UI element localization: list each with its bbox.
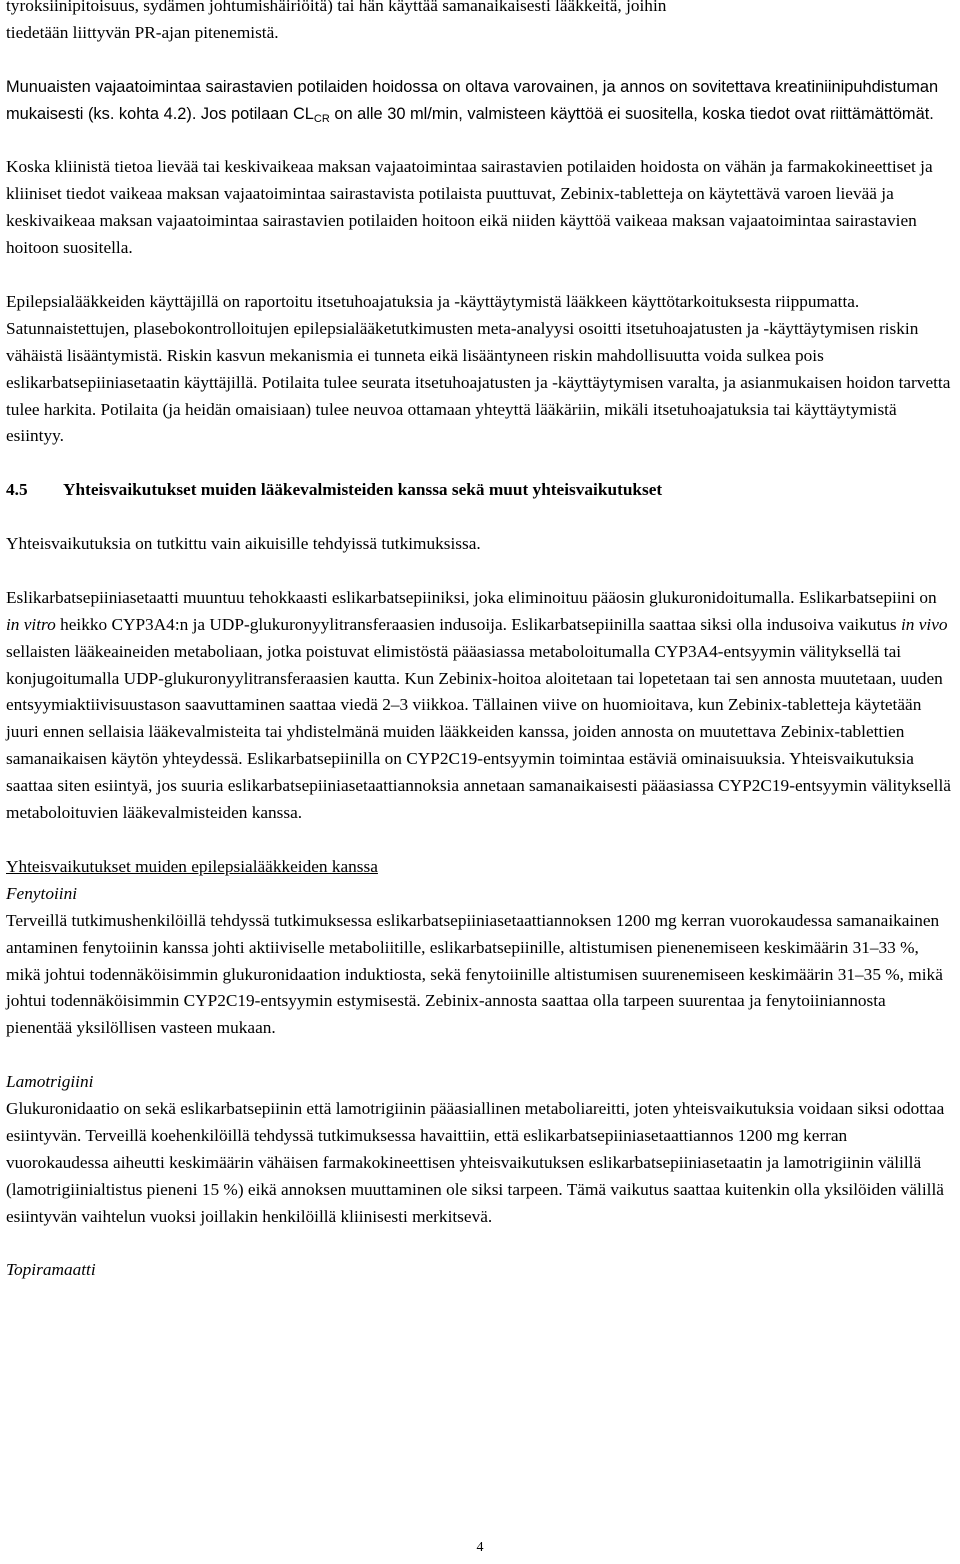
renal-subscript: CR	[313, 112, 330, 125]
topiramate-heading: Topiramaatti	[6, 1260, 96, 1280]
text-line: tyroksiinipitoisuus, sydämen johtumishäiriöitä) tai hän käyttää samanaikaisesti lääkkeitä, joihin	[6, 0, 667, 15]
metabolism-text-a: Eslikarbatsepiiniasetaatti muuntuu tehokkaasti eslikarbatsepiiniksi, joka eliminoituu pääosin glukuronidoitumalla. Eslikarbatsepiini on	[6, 587, 937, 607]
document-page	[6, 0, 954, 1284]
in-vitro-term: in vitro	[6, 614, 56, 634]
in-vivo-term: in vivo	[900, 614, 948, 634]
metabolism-paragraph	[6, 585, 954, 827]
metabolism-text-b: heikko CYP3A4:n ja UDP-glukuronyylitransferaasien indusoija. Eslikarbatsepiinilla saattaa siksi olla indusoiva vaikutus	[55, 614, 901, 634]
section-number: 4.5	[6, 480, 28, 500]
phenytoin-paragraph: Terveillä tutkimushenkilöillä tehdyssä tutkimuksessa eslikarbatsepiiniasetaattiannoksen 1200 mg kerran vuorokaudessa samanaikainen antaminen fenytoiinin kanssa johti aktiiviselle metaboliitille, eslikarbatsepiinille, altistumisen pienenemiseen keskimäärin 31–33 %, mikä johtui todennäköisimmin glukuronidaation induktiosta, sekä fenytoiinille altistumisen suurenemiseen keskimäärin 31–35 %, mikä johtui todennäköisimmin CYP2C19-entsyymin estymisestä. Zebinix-annosta saattaa olla tarpeen suurentaa ja fenytoiiniannosta pienentää yksilöllisen vasteen mukaan.	[6, 910, 943, 1038]
suicide-paragraph: Epilepsialääkkeiden käyttäjillä on raportoitu itsetuhoajatuksia ja -käyttäytymistä lääkkeen käyttötarkoituksesta riippumatta. Satunnaistettujen, plasebokontrolloitujen epilepsialääketutkimusten meta-analyysi osoitti itsetuhoajatusten ja -käyttäytymisen riskin vähäistä lisääntymistä. Riskin kasvun mekanismia ei tunneta eikä lisääntyneen riskin mahdollisuutta voida sulkea pois eslikarbatsepiiniasetaatin käyttäjillä. Potilaita tulee seurata itsetuhoajatusten ja -käyttäytymisen varalta, ja asianmukaisen hoidon tarvetta tulee harkita. Potilaita (ja heidän omaisiaan) tulee neuvoa ottamaan yhteyttä lääkäriin, mikäli itsetuhoajatuksia tai käyttäytymistä esiintyy.	[6, 291, 951, 446]
phenytoin-heading: Fenytoiini	[6, 883, 78, 903]
renal-paragraph	[6, 74, 954, 128]
section-title: Yhteisvaikutukset muiden lääkevalmisteiden kanssa sekä muut yhteisvaikutukset	[63, 480, 663, 500]
page-number: 4	[476, 1540, 484, 1555]
metabolism-text-c: sellaisten lääkeaineiden metaboliaan, jotka poistuvat elimistöstä pääasiassa metaboloitumalla CYP3A4-entsyymin välityksellä tai konjugoitumalla UDP-glukuronyylitransferaasien kautta. Kun Zebinix-hoitoa aloitetaan tai lopetetaan tai sen annosta muutetaan, uuden entsyymiaktiivisuustason saavuttaminen saattaa viedä 2–3 viikkoa. Tällainen viive on huomioitava, kun Zebinix-tabletteja käytetään juuri ennen sellaisia lääkevalmisteita tai yhdistelmänä muiden lääkkeiden kanssa, joiden annosta on muutettava Zebinix-tablettien samanaikaisen käytön yhteydessä. Eslikarbatsepiinilla on CYP2C19-entsyymin toimintaa estäviä ominaisuuksia. Yhteisvaikutuksia saattaa siten esiintyä, jos suuria eslikarbatsepiiniasetaattiannoksia annetaan samanaikaisesti pääasiassa CYP2C19-entsyymin välityksellä metaboloituvien lääkevalmisteiden kanssa.	[6, 641, 951, 823]
text-line: tiedetään liittyvän PR-ajan pitenemistä.	[6, 22, 279, 42]
section-heading	[6, 477, 954, 504]
hepatic-paragraph: Koska kliinistä tietoa lievää tai keskivaikeaa maksan vajaatoimintaa sairastavien potilaiden hoidosta on vähän ja farmakokineettiset ja kliiniset tiedot vaikeaa maksan vajaatoimintaa sairastavista potilaista puuttuvat, Zebinix-tabletteja on käytettävä varoen lievää ja keskivaikeaa maksan vajaatoimintaa sairastavien potilaiden hoitoon eikä niiden käyttöä vaikeaa maksan vajaatoimintaa sairastavien hoitoon suositella.	[6, 157, 933, 258]
renal-text-a: Munuaisten vajaatoimintaa sairastavien potilaiden hoidossa on oltava varovainen, ja annos on sovitettava kreatiniinipuhdistuman mukaisesti (ks. kohta 4.2). Jos potilaan CL	[6, 77, 939, 123]
intro-paragraph	[6, 0, 954, 47]
lamotrigine-heading: Lamotrigiini	[6, 1072, 94, 1092]
lamotrigine-paragraph: Glukuronidaatio on sekä eslikarbatsepiinin että lamotrigiinin pääasiallinen metaboliareitti, joten yhteisvaikutuksia voidaan siksi odottaa esiintyvän. Terveillä koehenkilöillä tehdyssä tutkimuksessa havaittiin, että eslikarbatsepiiniasetaattiannos 1200 mg kerran vuorokaudessa aiheutti keskimäärin vähäisen farmakokineettisen yhteisvaikutuksen eslikarbatsepiiniasetaatin ja lamotrigiinin välillä (lamotrigiinialtistus pieneni 15 %) eikä annoksen muuttaminen ole siksi tarpeen. Tämä vaikutus saattaa kuitenkin olla yksilöiden välillä esiintyvän vaihtelun vuoksi joillakin henkilöillä kliinisesti merkitsevä.	[6, 1099, 945, 1226]
adults-paragraph: Yhteisvaikutuksia on tutkittu vain aikuisille tehdyissä tutkimuksissa.	[6, 534, 481, 554]
renal-text-b: on alle 30 ml/min, valmisteen käyttöä ei suositella, koska tiedot ovat riittämättömät.	[329, 104, 934, 123]
aed-subheading: Yhteisvaikutukset muiden epilepsialääkkeiden kanssa	[6, 856, 378, 876]
